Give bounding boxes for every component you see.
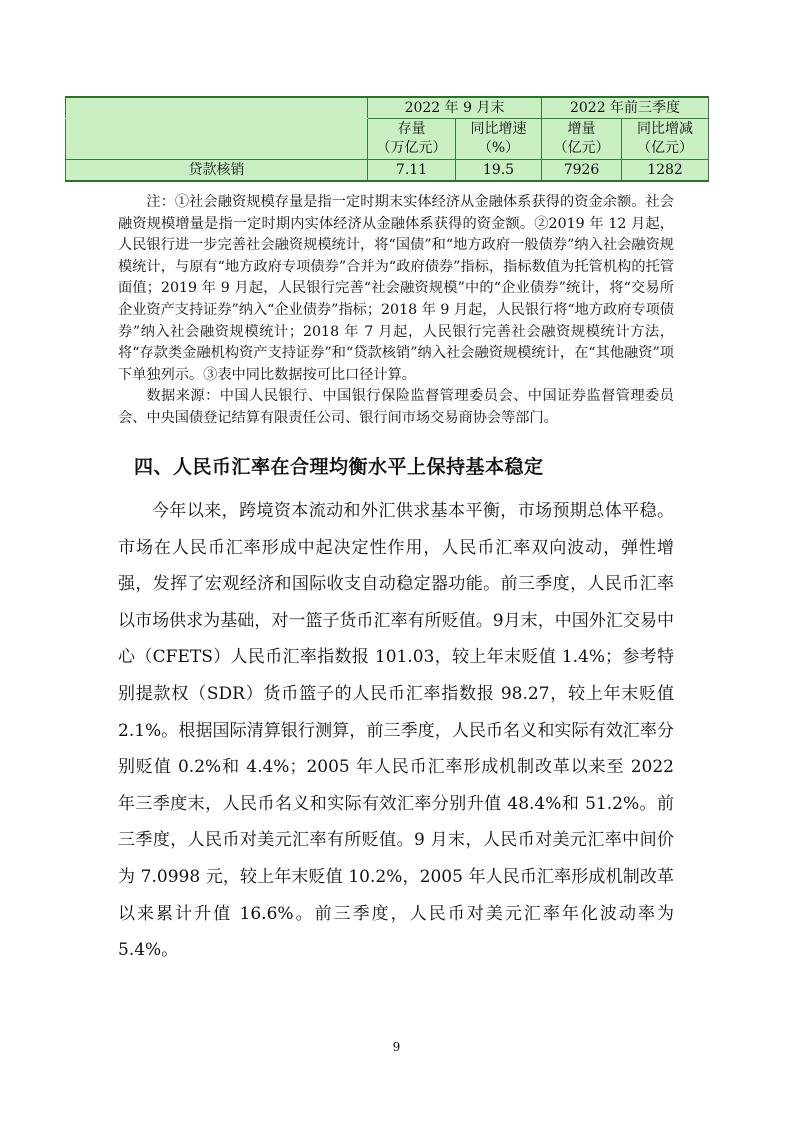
body-text: 今年以来，跨境资本流动和外汇供求基本平衡，市场预期总体平稳。市场在人民币汇率形成中起决定性作用，人民币汇率双向波动，弹性增强，发挥了宏观经济和国际收支自动稳定器功能。前三季度，人民币汇率以市场供求为基础，对一篮子货币汇率有所贬值。9月末，中国外汇交易中心（CFETS）人民币汇率指数报 101.03，较上年末贬值 1.4%；参考特别提款权（SDR）货币篮子的人民币汇率指数报 98.27，较上年末贬值 2.1%。根据国际清算银行测算，前三季度，人民币名义和实际有效汇率分别贬值 0.2%和 4.4%；2005 年人民币汇率形成机制改革以来至 2022 年三季度末，人民币名义和实际有效汇率分别升值 48.4%和 51.2%。前三季度，人民币对美元汇率有所贬值。9 月末，人民币对美元汇率中间价为 7.0998 元，较上年末贬值 10.2%，2005 年人民币汇率形成机制改革以来累计升值 16.6%。前三季度，人民币对美元汇率年化波动率为 5.4%。	[118, 501, 674, 961]
table-notes	[118, 192, 674, 430]
data-source-text: 数据来源：中国人民银行、中国银行保险监督管理委员会、中国证券监督管理委员会、中央国债登记结算有限责任公司、银行间市场交易商协会等部门。	[118, 388, 674, 426]
cell-yoy-change: 1282	[622, 160, 709, 182]
header-col-yoy-growth: 同比增速 （%）	[456, 119, 542, 160]
cell-yoy-growth: 19.5	[456, 160, 542, 182]
row-label: 贷款核销	[66, 160, 368, 182]
header-col-increment: 增量 （亿元）	[542, 119, 622, 160]
body-paragraph	[118, 493, 674, 969]
header-col-stock: 存量 （万亿元）	[368, 119, 456, 160]
cell-stock: 7.11	[368, 160, 456, 182]
page-number: 9	[392, 1040, 401, 1054]
table-row	[66, 160, 709, 182]
header-group-1: 2022 年 9 月末	[368, 97, 542, 119]
table-corner-cell-2	[66, 119, 368, 160]
header-group-2: 2022 年前三季度	[542, 97, 709, 119]
table-corner-cell	[66, 97, 368, 119]
table-header-row-2	[66, 119, 709, 160]
section-heading: 四、人民币汇率在合理均衡水平上保持基本稳定	[134, 456, 544, 478]
header-col-yoy-change: 同比增减 （亿元）	[622, 119, 709, 160]
table-header-row-1	[66, 97, 709, 119]
note-text: 注：①社会融资规模存量是指一定时期末实体经济从金融体系获得的资金余额。社会融资规模增量是指一定时期内实体经济从金融体系获得的资金额。②2019 年 12 月起，人民银行进一步完善社会融资规模统计，将“国债”和“地方政府一般债券”纳入社会融资规模统计，与原有“地方政府专项债券”合并为“政府债券”指标，指标数值为托管机构的托管面值；2019 年 9 月起，人民银行完善“社会融资规模”中的“企业债券”统计，将“交易所企业资产支持证券”纳入“企业债券”指标；2018 年 9 月起，人民银行将“地方政府专项债券”纳入社会融资规模统计；2018 年 7 月起，人民银行完善社会融资规模统计方法，将“存款类金融机构资产支持证券”和“贷款核销”纳入社会融资规模统计，在“其他融资”项下单独列示。③表中同比数据按可比口径计算。	[118, 194, 674, 383]
loan-writeoff-table	[65, 96, 709, 182]
cell-increment: 7926	[542, 160, 622, 182]
